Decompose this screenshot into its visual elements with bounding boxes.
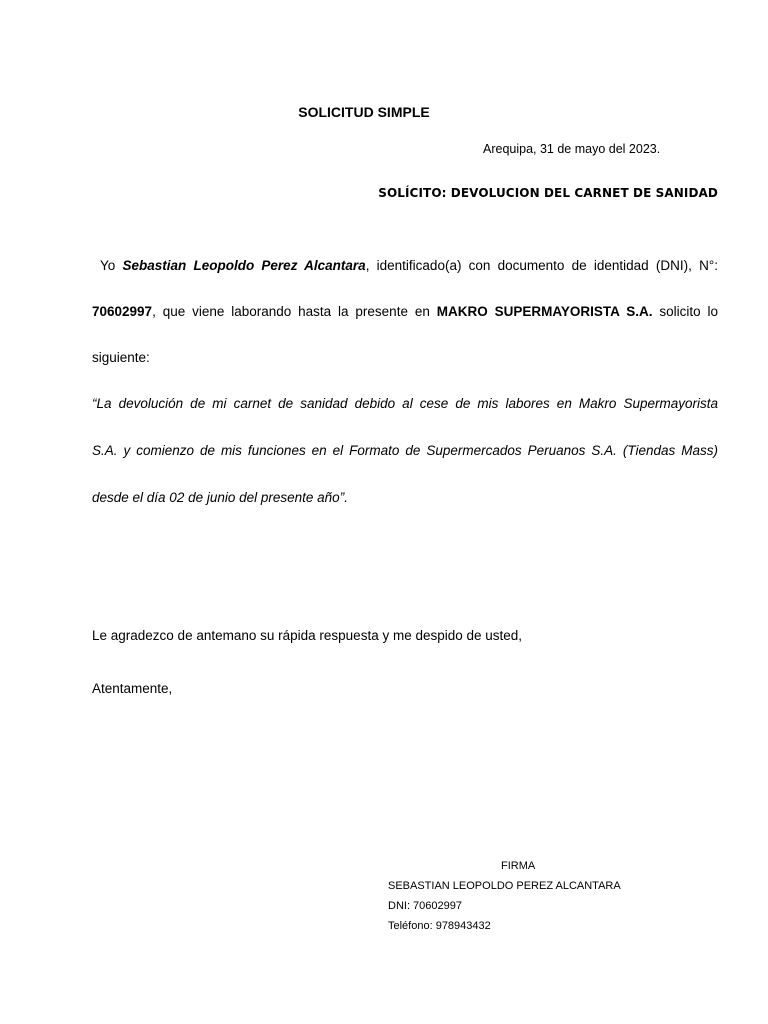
- quote-line-3: desde el día 02 de junio del presente año”.: [92, 490, 348, 505]
- intro-prefix: Yo: [100, 258, 123, 273]
- body-line-3: siguiente:: [92, 350, 150, 365]
- applicant-name: Sebastian Leopoldo Perez Alcantara: [122, 258, 366, 273]
- signature-label: FIRMA: [501, 860, 536, 872]
- document-title: SOLICITUD SIMPLE: [298, 104, 430, 120]
- applicant-dni: 70602997: [92, 304, 153, 319]
- document-date: Arequipa, 31 de mayo del 2023.: [483, 142, 661, 156]
- closing-thanks: Le agradezco de antemano su rápida respuesta y me despido de usted,: [92, 628, 523, 643]
- line2-end: solicito lo: [652, 304, 718, 319]
- signature-name: SEBASTIAN LEOPOLDO PEREZ ALCANTARA: [388, 880, 621, 892]
- line2-middle: , que viene laborando hasta la presente en: [152, 304, 437, 319]
- body-line-2: [92, 304, 718, 319]
- closing-regards: Atentamente,: [92, 681, 173, 696]
- document-subject: SOLÍCITO: DEVOLUCION DEL CARNET DE SANIDAD: [378, 186, 718, 200]
- quote-line-1: “La devolución de mi carnet de sanidad debido al cese de mis labores en Makro Supermayorista: [92, 396, 718, 411]
- body-line-1: [92, 258, 718, 273]
- signature-phone: Teléfono: 978943432: [388, 920, 491, 932]
- intro-suffix: , identificado(a) con documento de identidad (DNI), N°:: [365, 258, 718, 273]
- quote-line-2: S.A. y comienzo de mis funciones en el Formato de Supermercados Peruanos S.A. (Tiendas Mass): [92, 443, 718, 458]
- signature-dni: DNI: 70602997: [388, 900, 462, 912]
- company-name: MAKRO SUPERMAYORISTA S.A.: [436, 304, 653, 319]
